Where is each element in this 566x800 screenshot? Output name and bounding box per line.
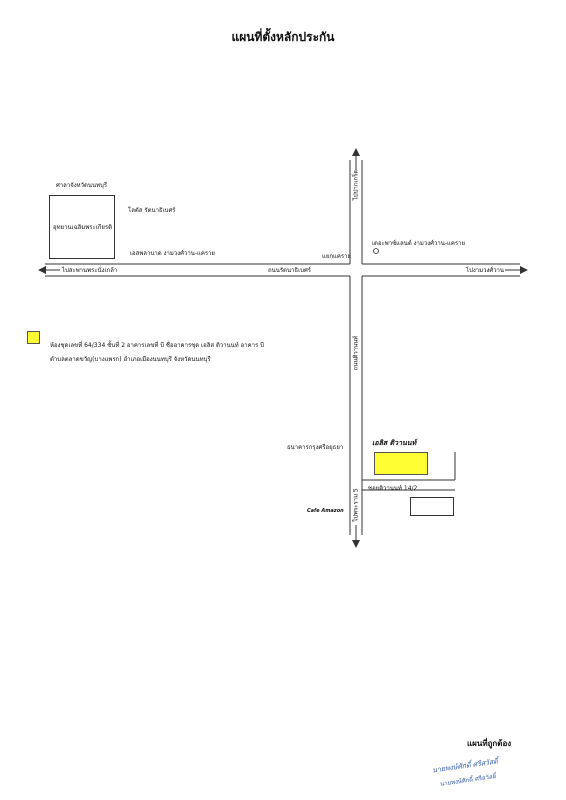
to-ngamwongwan-label: ไปงามวงศ์วาน [466, 267, 505, 274]
legend-line-1: ห้องชุดเลขที่ 64/334 ชั้นที่ 2 อาคารเลขที่ บี ชื่ออาคารชุด เอลิส ติวานนท์ อาคาร บี [50, 342, 264, 349]
krungsri-bank-label: ธนาคารกรุงศรีอยุธยา [287, 444, 344, 451]
legend-swatch [27, 331, 40, 344]
stamp-signature: นายพงษ์ศักดิ์ ศรีสวัสดิ์ [431, 757, 499, 775]
collateral-building [374, 452, 428, 475]
provincial-hall-label: ศาลาจังหวัดนนทบุรี [56, 182, 108, 189]
khae-rai-junction-label: แยกแคราย [322, 253, 352, 260]
landmark-label: เดอะพาซ์แลนด์ งามวงศ์วาน-แคราย [372, 240, 465, 247]
to-pak-kret-label: ไปปากเกร็ด [352, 169, 360, 201]
legend-line-2: ตำบลตลาดขวัญ(บางแพรก) อำเภอเมืองนนทบุรี จังหวัดนนทบุรี [50, 356, 211, 363]
to-pra-nangklao-label: ไปสะพานพระนั่งเกล้า [62, 267, 118, 274]
to-rangsit-label: ไปพระราม 5 [352, 488, 360, 522]
soi-tiwanon-label: ซอยติวานนท์ 14/2 [368, 485, 418, 492]
cafe-amazon-label: Cafe Amazon [307, 508, 344, 514]
memorial-park-label: อุทยานเฉลิมพระเกียรติ [53, 224, 113, 231]
correct-map-label: แผนที่ถูกต้อง [467, 739, 512, 748]
elite-tiwanon-label: เอลิส ติวานนท์ [372, 439, 417, 447]
tiwanon-road-label: ถนนติวานนท์ [352, 335, 360, 371]
landmark-circle-icon [374, 249, 379, 254]
esplanade-label: เอสพลานาด งามวงศ์วาน-แคราย [130, 250, 215, 257]
stamp-name: นายพงษ์ศักดิ์ ศรีสวัสดิ์ [439, 773, 497, 788]
lotus-label: โลตัส รัตนาธิเบศร์ [128, 207, 176, 214]
page-title: แผนที่ตั้งหลักประกัน [231, 30, 335, 44]
rattanathibet-road-label: ถนนรัตนาธิเบศร์ [268, 267, 311, 274]
building-box-south [410, 497, 454, 516]
